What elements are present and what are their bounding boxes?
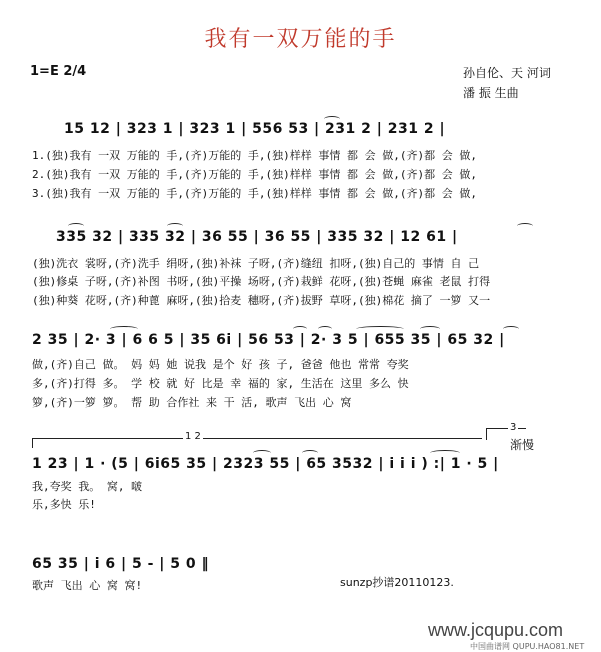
site-watermark-sub: 中国曲谱网 QUPU.HAO81.NET: [470, 642, 585, 651]
volta-bracket-second: [486, 428, 526, 429]
system4-lyric-1: 我,夸奖 我。 窝, 啵: [32, 480, 143, 493]
system3-lyric-3: 箩,(齐)一箩 箩。 帮 助 合作社 来 干 活, 歌声 飞出 心 窝: [32, 396, 352, 409]
system1-notes: 15 12 | 323 1 | 323 1 | 556 53 | 231 2 | 231 2 |: [64, 121, 446, 137]
volta-first-label: 1 2: [185, 431, 201, 442]
slur: [356, 326, 404, 332]
slur: [293, 326, 307, 332]
slur: [318, 326, 332, 332]
system2-lyric-3: (独)种葵 花呀,(齐)种蓖 麻呀,(独)拾麦 穗呀,(齐)拔野 草呀,(独)棉花 摘了 一箩 又一: [32, 294, 491, 307]
slur: [503, 326, 519, 332]
system3-lyric-2: 多,(齐)打得 多。 学 校 就 好 比是 幸 福的 家, 生活在 这里 多么 快: [32, 377, 409, 390]
system1-lyric-3: 3.(独)我有 一双 万能的 手,(齐)万能的 手,(独)样样 事情 都 会 做,(齐)都 会 做,: [32, 187, 477, 200]
site-watermark: www.jcqupu.com: [428, 620, 564, 640]
system5-lyric-1: 歌声 飞出 心 窝 窝!: [32, 579, 143, 592]
volta-bracket-edge: [32, 438, 33, 448]
system2-lyric-2: (独)修桌 子呀,(齐)补图 书呀,(独)平操 场呀,(齐)栽鲜 花呀,(独)苍蝇 麻雀 老鼠 打得: [32, 275, 491, 288]
system1-lyric-2: 2.(独)我有 一双 万能的 手,(齐)万能的 手,(独)样样 事情 都 会 做,(齐)都 会 做,: [32, 168, 477, 181]
volta-bracket-edge: [486, 428, 487, 440]
system4-notes: 1 23 | 1 · (5 | 6i65 35 | 2323 55 | 65 3532 | i i i ) :| 1 · 5 |: [32, 456, 499, 472]
slur: [302, 450, 318, 456]
slur: [110, 326, 138, 332]
system5-notes: 65 35 | i 6 | 5 - | 5 0 ‖: [32, 556, 209, 572]
slur: [324, 116, 340, 122]
slur: [167, 223, 183, 229]
system2-lyric-1: (独)洗衣 裳呀,(齐)洗手 绢呀,(独)补袜 子呀,(齐)缝纽 扣呀,(独)自己的 事情 自 己: [32, 257, 480, 270]
system3-lyric-1: 做,(齐)自己 做。 妈 妈 她 说我 是个 好 孩 子, 爸爸 他也 常常 夸奖: [32, 358, 409, 371]
page-title: 我有一双万能的手: [204, 27, 397, 52]
system4-lyric-2: 乐,多快 乐!: [32, 498, 96, 511]
volta-bracket-first: [32, 438, 482, 439]
lyricists-credit: 孙自伦、天 河词: [463, 66, 551, 80]
system1-lyric-1: 1.(独)我有 一双 万能的 手,(齐)万能的 手,(独)样样 事情 都 会 做,(齐)都 会 做,: [32, 149, 477, 162]
slur: [517, 223, 533, 229]
volta-second-label: 3: [510, 422, 517, 433]
system2-notes: 335 32 | 335 32 | 36 55 | 36 55 | 335 32 | 12 61 |: [56, 229, 458, 245]
slur: [430, 450, 460, 456]
tempo-marking: 渐慢: [510, 438, 535, 452]
slur: [253, 450, 271, 456]
key-signature: 1=E 2/4: [30, 64, 87, 79]
composer-credit: 潘 振 生曲: [463, 86, 519, 100]
slur: [68, 223, 84, 229]
slur: [420, 326, 440, 332]
system3-notes: 2 35 | 2· 3 | 6 6 5 | 35 6i | 56 53 | 2· 3 5 | 655 35 | 65 32 |: [32, 332, 505, 348]
transcriber-note: sunzp抄谱20110123.: [340, 576, 454, 589]
